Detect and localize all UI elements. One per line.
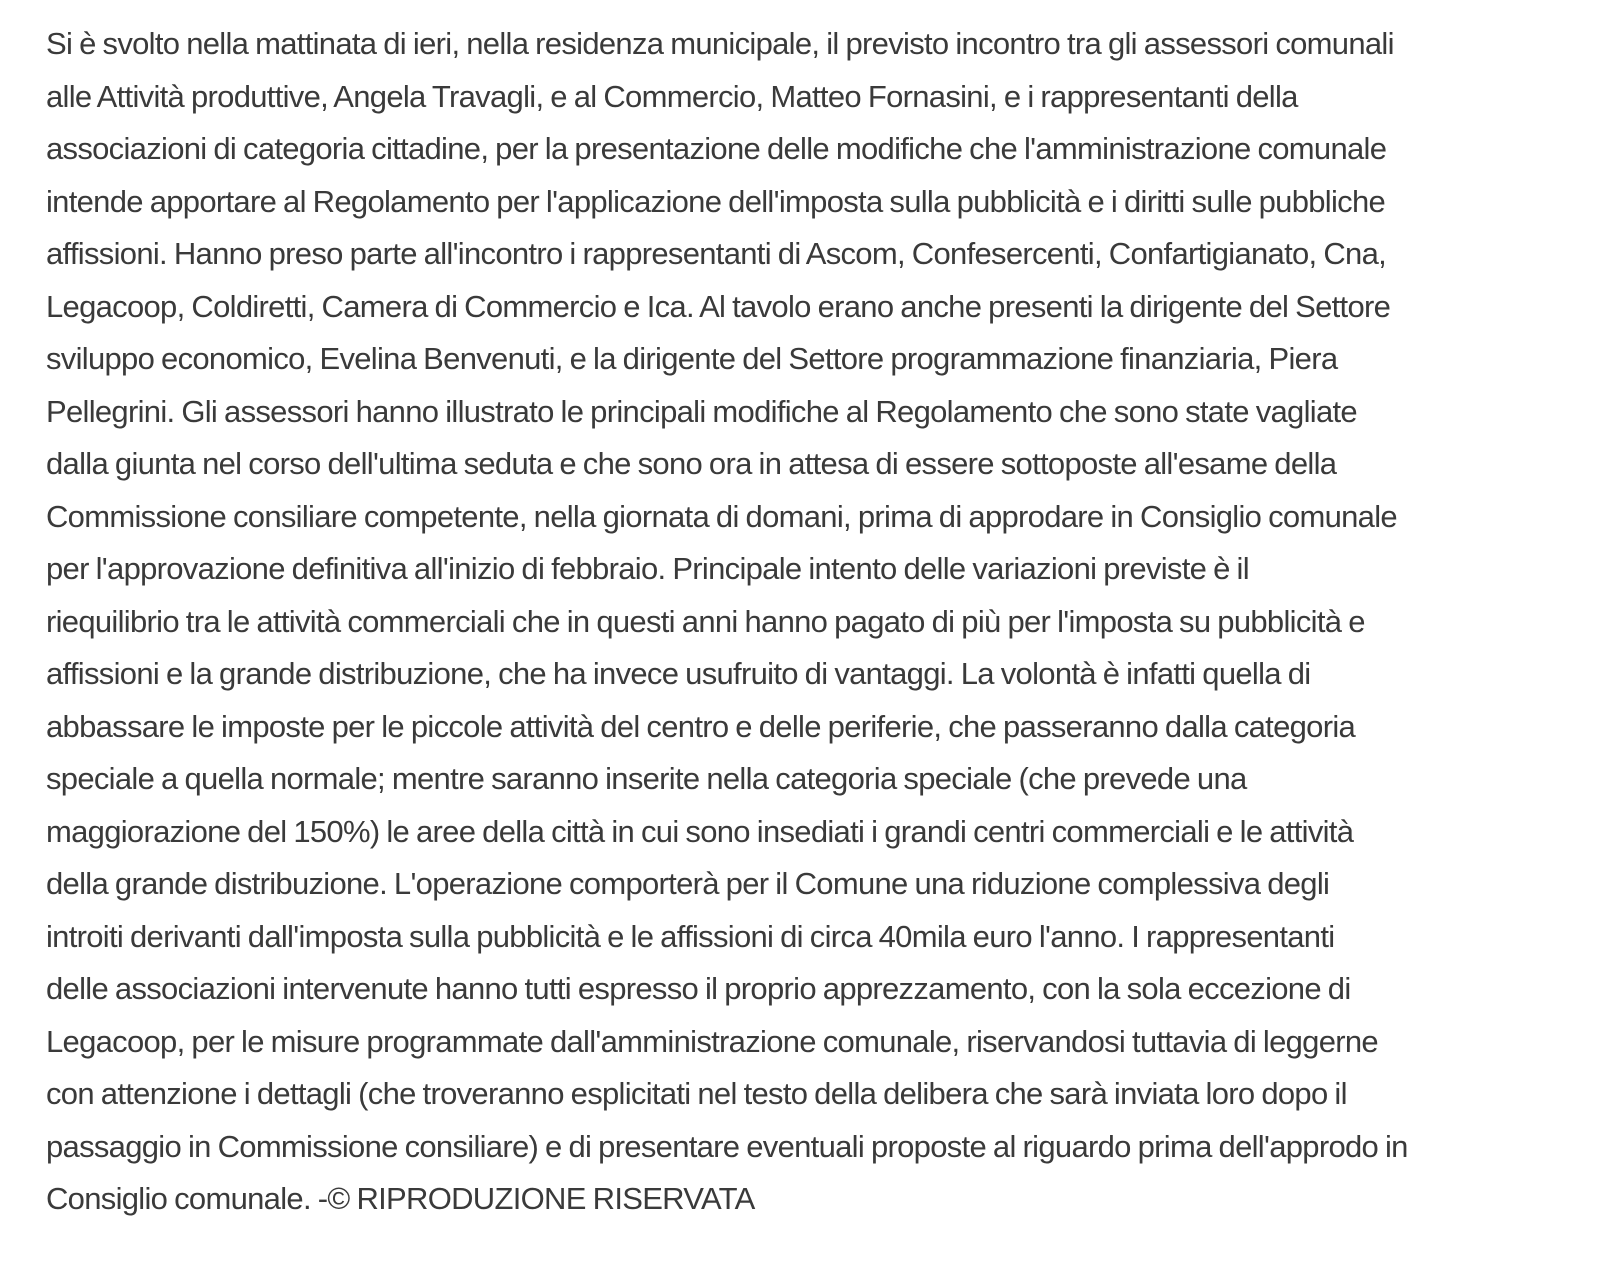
article-line: abbassare le imposte per le piccole attività del centro e delle periferie, che passeranno dalla categoria [46, 708, 1356, 744]
article-line: affissioni. Hanno preso parte all'incontro i rappresentanti di Ascom, Confesercenti, Confartigianato, Cna, [46, 236, 1387, 271]
article-line: con attenzione i dettagli (che troveranno esplicitati nel testo della delibera che sarà inviata loro dopo il [46, 1076, 1347, 1111]
article-line: introiti derivanti dall'imposta sulla pubblicità e le affissioni di circa 40mila euro l'anno. I rappresentanti [46, 918, 1335, 954]
article-line: Legacoop, per le misure programmate dall'amministrazione comunale, riservandosi tuttavia di leggerne [46, 1023, 1378, 1059]
article-line: riequilibrio tra le attività commerciali che in questi anni hanno pagato di più per l'imposta su pubblicità e [46, 603, 1365, 639]
article-line: Si è svolto nella mattinata di ieri, nella residenza municipale, il previsto incontro tra gli assessori comunali [46, 26, 1394, 61]
article-line: sviluppo economico, Evelina Benvenuti, e la dirigente del Settore programmazione finanziaria, Piera [46, 341, 1338, 376]
article-line: passaggio in Commissione consiliare) e di presentare eventuali proposte al riguardo prima dell'approdo in [46, 1128, 1408, 1164]
article-line: dalla giunta nel corso dell'ultima seduta e che sono ora in attesa di essere sottoposte all'esame della [46, 446, 1337, 481]
article-line: speciale a quella normale; mentre saranno inserite nella categoria speciale (che prevede una [46, 761, 1247, 796]
article-line: affissioni e la grande distribuzione, che ha invece usufruito di vantaggi. La volontà è infatti quella di [46, 656, 1311, 691]
article-line: associazioni di categoria cittadine, per la presentazione delle modifiche che l'amministrazione comunale [46, 131, 1387, 166]
article-line: Pellegrini. Gli assessori hanno illustrato le principali modifiche al Regolamento che sono state vagliate [46, 393, 1357, 429]
article-line: alle Attività produttive, Angela Travagli, e al Commercio, Matteo Fornasini, e i rappresentanti della [46, 78, 1298, 114]
copyright-line: Consiglio comunale. -© RIPRODUZIONE RISERVATA [46, 1181, 755, 1216]
article-line: maggiorazione del 150%) le aree della città in cui sono insediati i grandi centri commerciali e le attività [46, 813, 1354, 849]
article-line: della grande distribuzione. L'operazione comporterà per il Comune una riduzione complessiva degli [46, 866, 1330, 901]
article-line: per l'approvazione definitiva all'inizio di febbraio. Principale intento delle variazioni previste è il [46, 551, 1249, 586]
article-line: Commissione consiliare competente, nella giornata di domani, prima di approdare in Consiglio comunale [46, 498, 1397, 534]
article-body [46, 18, 1566, 1226]
article-line: delle associazioni intervenute hanno tutti espresso il proprio apprezzamento, con la sola eccezione di [46, 971, 1351, 1006]
article-line: intende apportare al Regolamento per l'applicazione dell'imposta sulla pubblicità e i diritti sulle pubbliche [46, 183, 1386, 219]
article-line: Legacoop, Coldiretti, Camera di Commercio e Ica. Al tavolo erano anche presenti la dirigente del Settore [46, 288, 1391, 324]
